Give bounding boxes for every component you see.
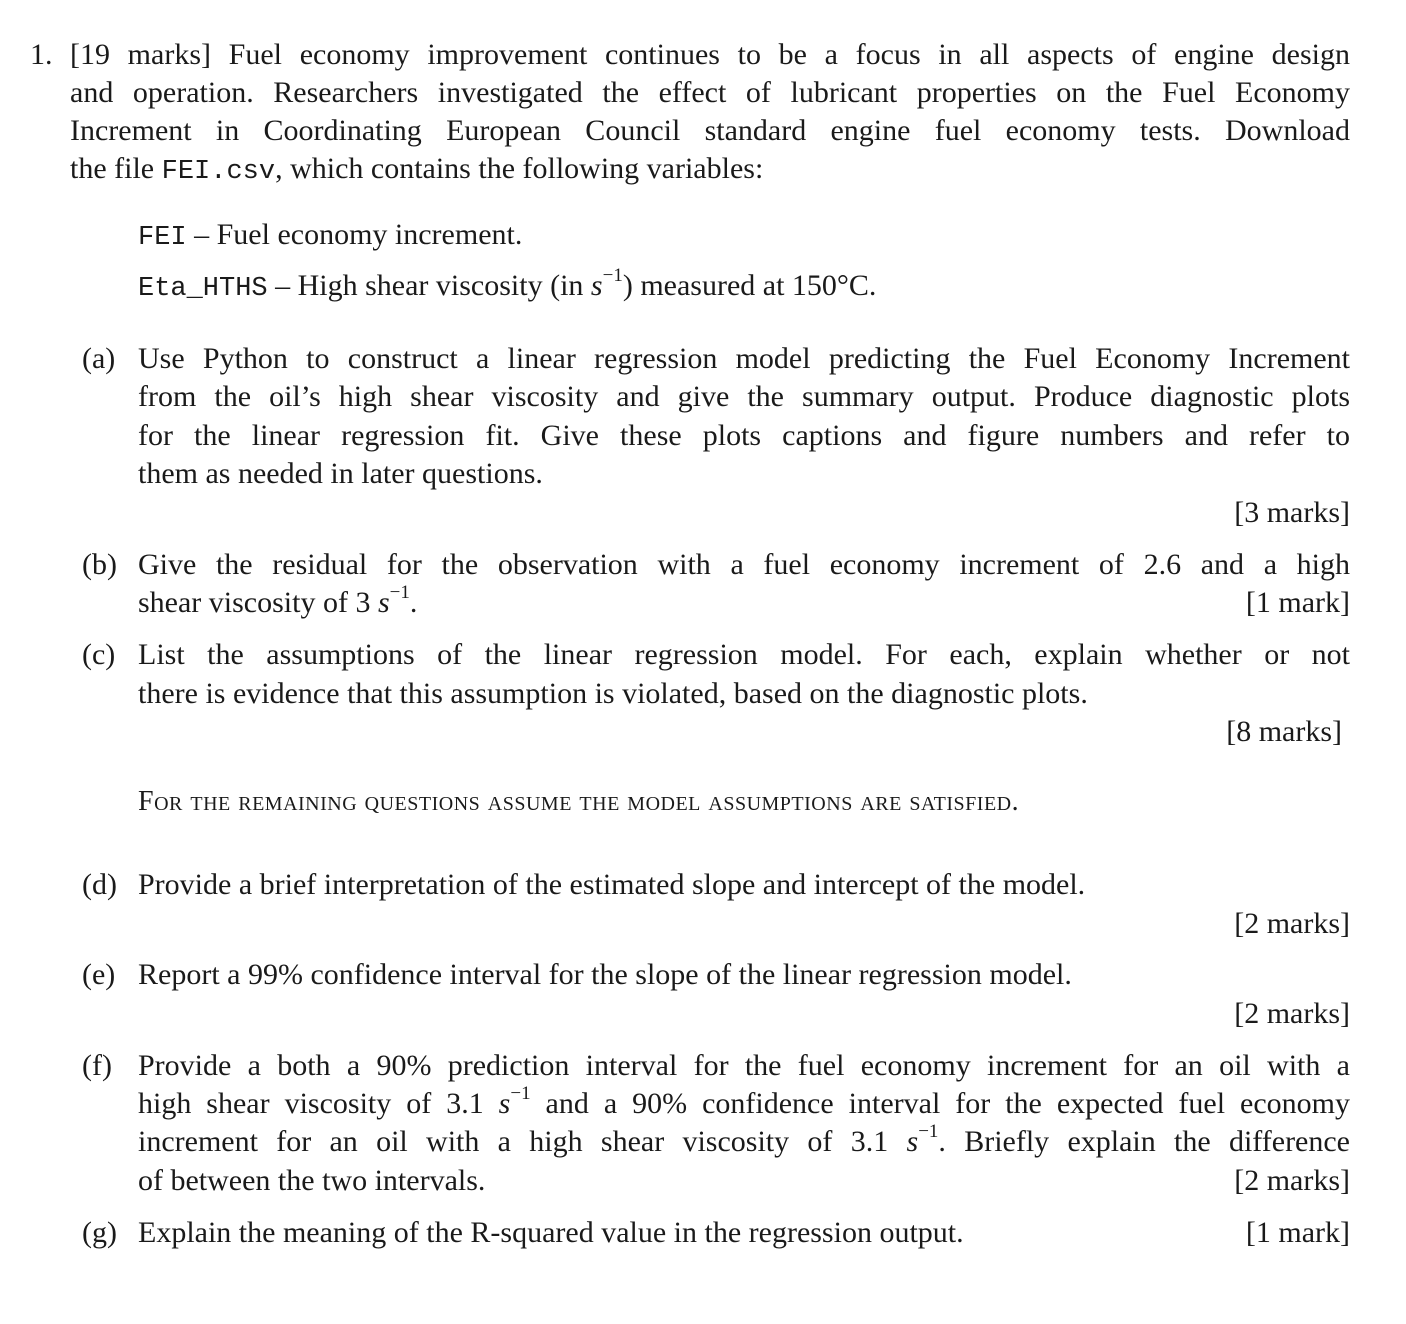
part-f-line-4: of between the two intervals. bbox=[138, 1164, 486, 1197]
part-b-line-1: Give the residual for the observation with a fuel economy increment of 2.6 and a high bbox=[138, 548, 1350, 581]
part-f-line-2: high shear viscosity of 3.1 $s^{-1}$ and a 90% confidence interval for the expected fuel economy bbox=[138, 1083, 1350, 1120]
part-f-marks: [2 marks] bbox=[1234, 1164, 1350, 1197]
part-a-marks: [3 marks] bbox=[1234, 496, 1350, 529]
variable-eta-hths: Eta_HTHS – High shear viscosity (in $s^{-1}$) measured at 150°C. bbox=[138, 265, 877, 304]
part-c-line-2: there is evidence that this assumption is violated, based on the diagnostic plots. bbox=[138, 677, 1088, 710]
variable-name: Eta_HTHS bbox=[138, 274, 268, 304]
question-number: 1. bbox=[30, 38, 53, 71]
part-f-label: (f) bbox=[82, 1049, 112, 1082]
filename: FEI.csv bbox=[161, 157, 276, 187]
part-a-line-3: for the linear regression fit. Give these plots captions and figure numbers and refer to bbox=[138, 419, 1350, 452]
part-b-line-2: shear viscosity of 3 $s^{-1}$. bbox=[138, 582, 418, 619]
assumptions-notice: For the remaining questions assume the model assumptions are satisfied. bbox=[138, 786, 1020, 817]
question-intro-text-1: Fuel economy improvement continues to be a focus in all aspects of engine design bbox=[228, 38, 1350, 71]
question-intro-line-3: Increment in Coordinating European Council standard engine fuel economy tests. Download bbox=[70, 114, 1350, 147]
variable-name: FEI bbox=[138, 223, 187, 253]
part-c-marks: [8 marks] bbox=[1226, 715, 1342, 748]
part-g-line-1: Explain the meaning of the R-squared value in the regression output. bbox=[138, 1216, 964, 1249]
part-b-marks: [1 mark] bbox=[1245, 586, 1350, 619]
part-c-line-1: List the assumptions of the linear regression model. For each, explain whether or not bbox=[138, 638, 1350, 671]
variable-fei: FEI – Fuel economy increment. bbox=[138, 218, 523, 253]
part-a-line-4: them as needed in later questions. bbox=[138, 457, 543, 490]
part-f-line-1: Provide a both a 90% prediction interval for the fuel economy increment for an oil with a bbox=[138, 1049, 1350, 1082]
part-e-marks: [2 marks] bbox=[1234, 997, 1350, 1030]
part-g-marks: [1 mark] bbox=[1245, 1216, 1350, 1249]
part-a-label: (a) bbox=[82, 342, 116, 375]
question-intro-line-4: the file FEI.csv, which contains the following variables: bbox=[70, 152, 764, 187]
part-b-label: (b) bbox=[82, 548, 117, 581]
question-intro-line-2: and operation. Researchers investigated the effect of lubricant properties on the Fuel Economy bbox=[70, 76, 1350, 109]
question-marks: [19 marks] bbox=[70, 38, 211, 71]
part-d-line-1: Provide a brief interpretation of the estimated slope and intercept of the model. bbox=[138, 868, 1086, 901]
part-a-line-1: Use Python to construct a linear regression model predicting the Fuel Economy Increment bbox=[138, 342, 1350, 375]
part-d-marks: [2 marks] bbox=[1234, 907, 1350, 940]
part-a-line-2: from the oil’s high shear viscosity and give the summary output. Produce diagnostic plots bbox=[138, 380, 1350, 413]
question-intro-line-1 bbox=[70, 38, 1350, 72]
part-e-label: (e) bbox=[82, 958, 116, 991]
part-f-line-3: increment for an oil with a high shear viscosity of 3.1 $s^{-1}$. Briefly explain the difference bbox=[138, 1121, 1351, 1158]
part-d-label: (d) bbox=[82, 868, 117, 901]
variable-desc: Fuel economy increment. bbox=[216, 218, 523, 251]
part-g-label: (g) bbox=[82, 1216, 117, 1249]
part-c-label: (c) bbox=[82, 638, 116, 671]
part-e-line-1: Report a 99% confidence interval for the slope of the linear regression model. bbox=[138, 958, 1072, 991]
